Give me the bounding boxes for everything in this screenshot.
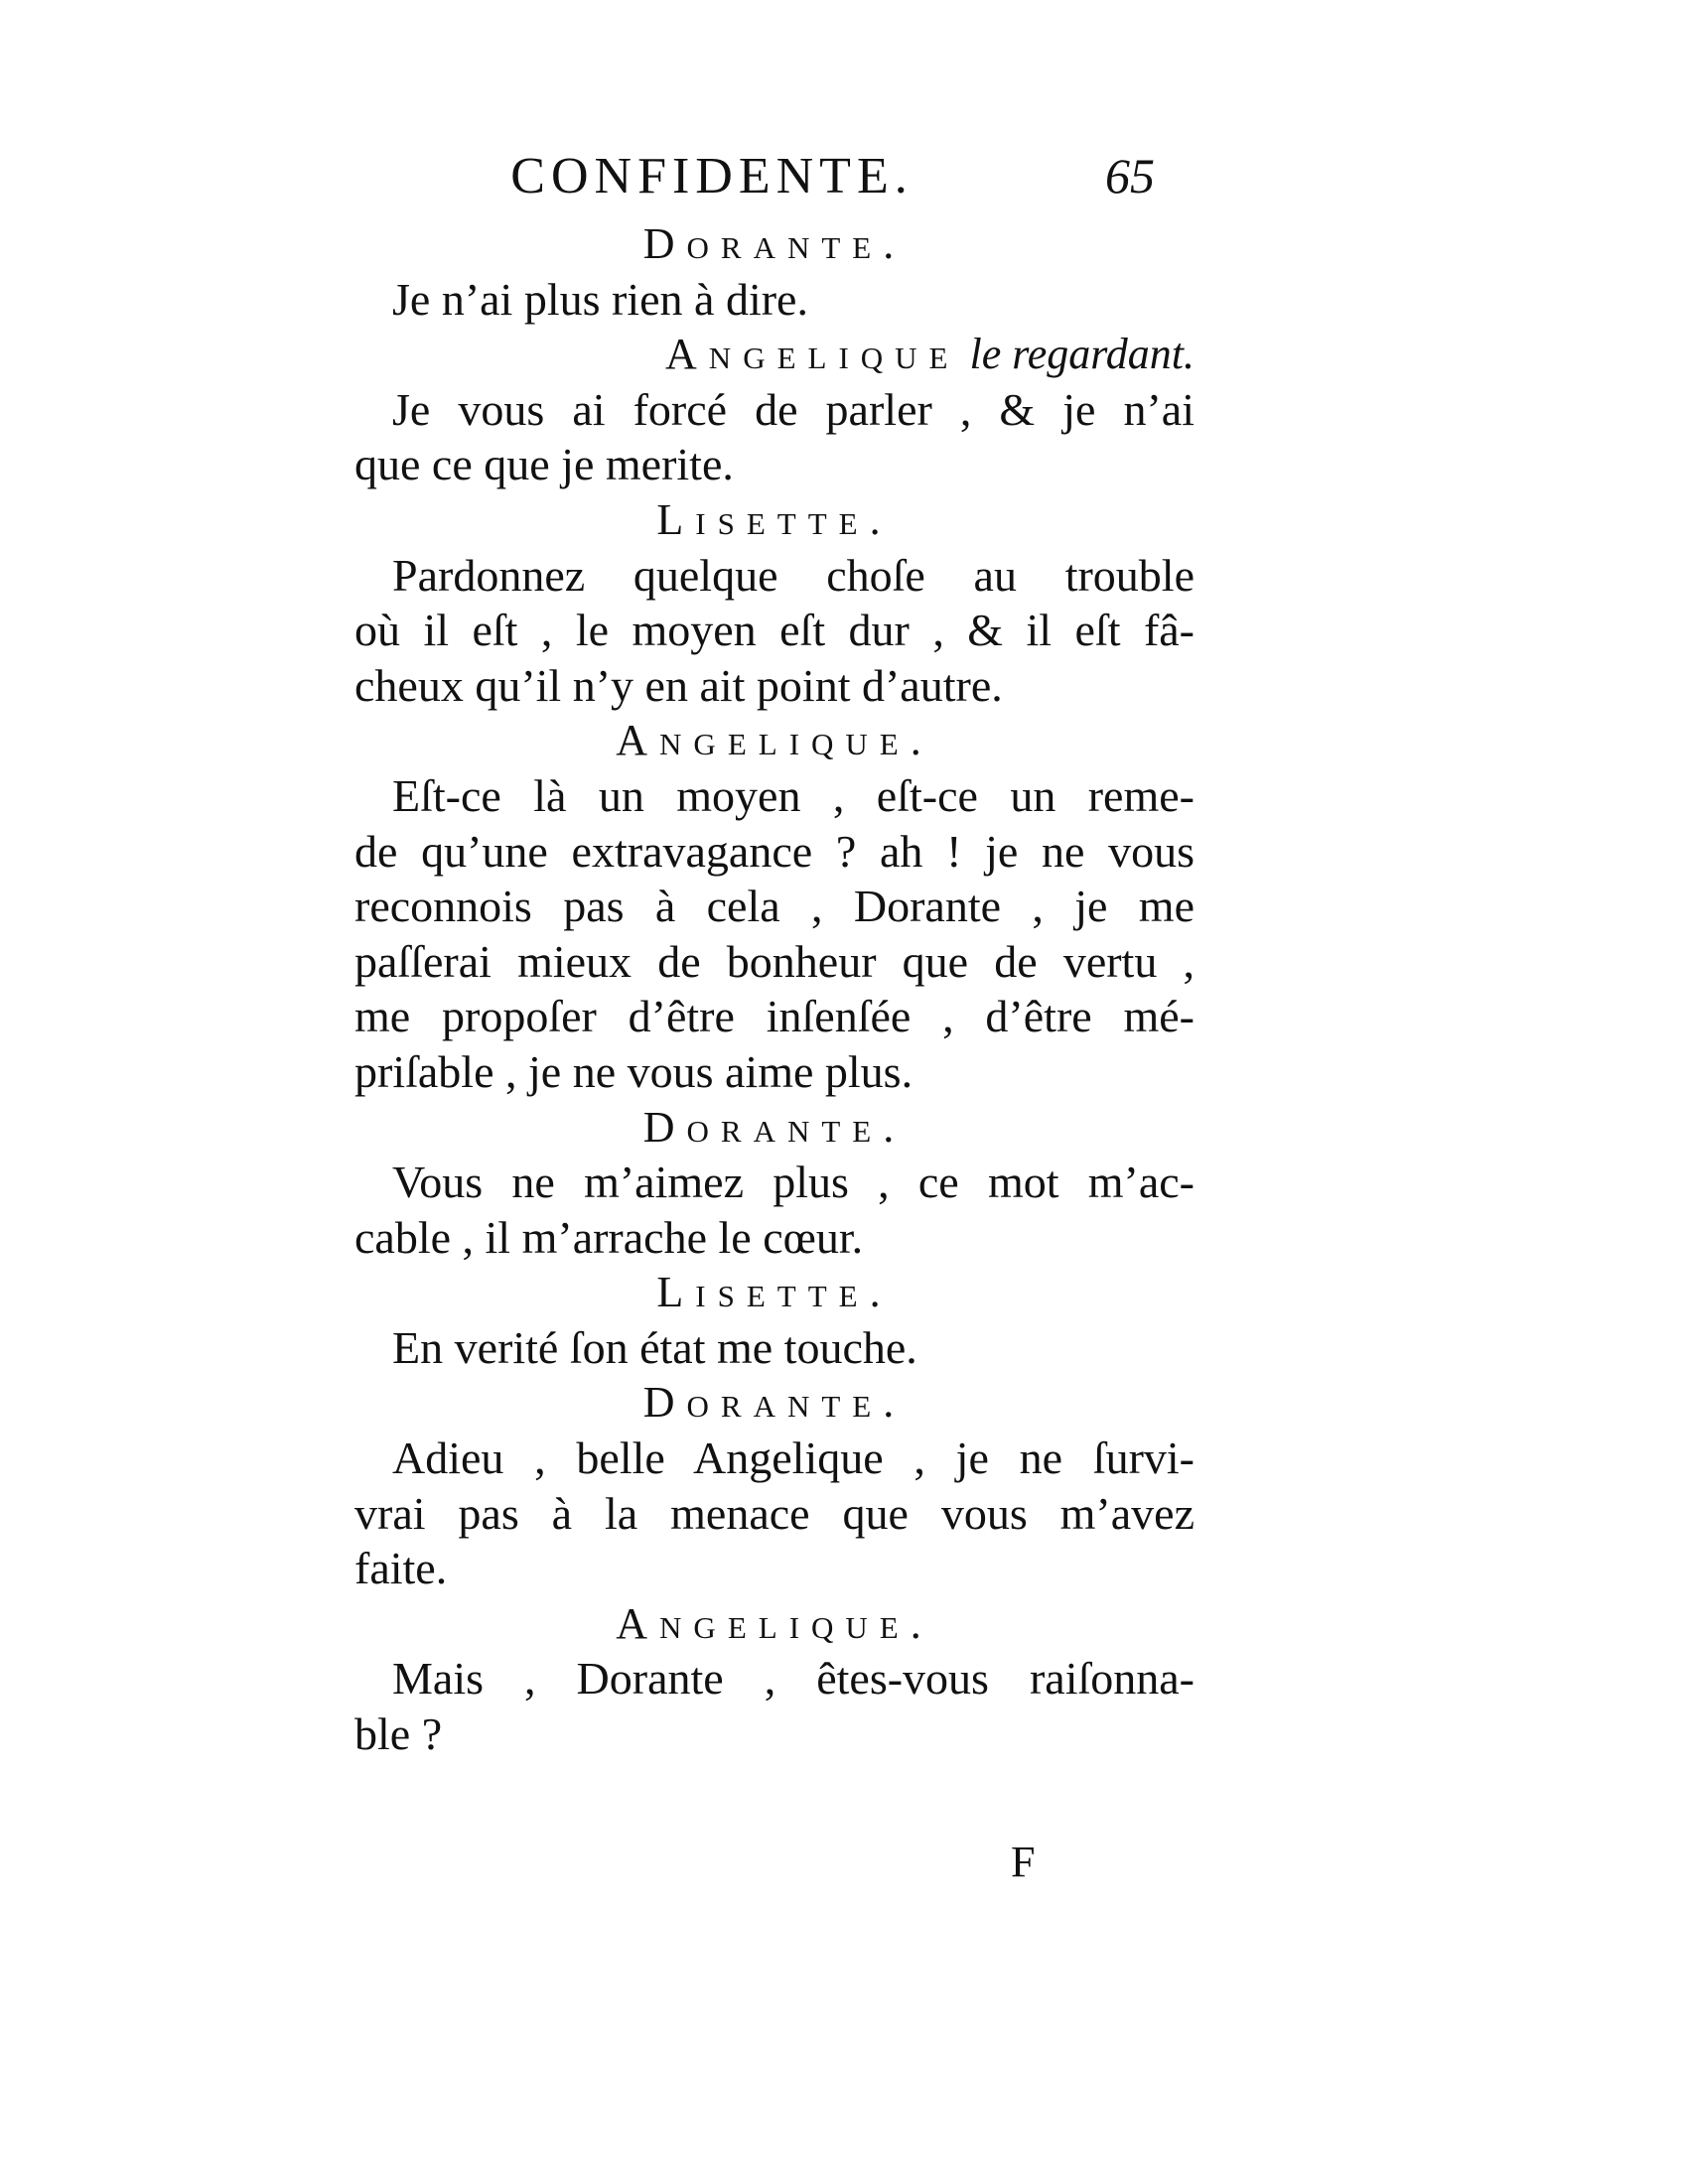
speaker-label: Angelique. <box>616 1598 933 1648</box>
speaker-label: Dorante. <box>642 1102 907 1152</box>
text-line: faite. <box>354 1543 448 1594</box>
signature-mark: F <box>1011 1838 1036 1886</box>
speaker-name <box>354 1375 1195 1431</box>
text-line: Adieu , belle Angelique , je ne ſurvi- <box>392 1433 1195 1484</box>
speaker-name <box>354 1596 1195 1652</box>
speaker-label: Angelique. <box>616 716 933 765</box>
text-line: vrai pas à la menace que vous m’avez <box>354 1487 1195 1539</box>
text-line: où il eſt , le moyen eſt dur , & il eſt fâ- <box>354 605 1195 656</box>
speaker-label: Lisette. <box>656 1268 893 1317</box>
play-text <box>354 216 1195 1762</box>
page-header <box>354 147 1195 206</box>
text-line: Eſt-ce là un moyen , eſt-ce un reme- <box>392 769 1195 821</box>
text-line: ble ? <box>354 1708 443 1760</box>
speaker-label: Dorante. <box>642 219 907 268</box>
text-line: priſable , je ne vous aime plus. <box>354 1045 914 1097</box>
text-line: Je n’ai plus rien à dire. <box>392 273 808 325</box>
text-line: Pardonnez quelque choſe au trouble <box>392 549 1195 601</box>
text-line: En verité ſon état me touche. <box>392 1321 917 1373</box>
text-line: Je vous ai forcé de parler , & je n’ai <box>392 383 1195 435</box>
speaker-name <box>354 327 1195 382</box>
stage-direction: le regardant. <box>969 330 1195 379</box>
text-line: me propoſer d’être inſenſée , d’être mé- <box>354 991 1195 1042</box>
text-line: cable , il m’arrache le cœur. <box>354 1211 864 1263</box>
running-title: CONFIDENTE. <box>510 148 914 205</box>
text-line: cheux qu’il n’y en ait point d’autre. <box>354 659 1003 711</box>
text-line: Vous ne m’aimez plus , ce mot m’ac- <box>392 1157 1195 1208</box>
speaker-name <box>354 216 1195 272</box>
text-line: Mais , Dorante , êtes-vous raiſonna- <box>392 1653 1195 1705</box>
page-number: 65 <box>1105 148 1155 204</box>
speaker-name <box>354 713 1195 768</box>
text-line: paſſerai mieux de bonheur que de vertu , <box>354 935 1195 987</box>
text-line: que ce que je merite. <box>354 439 734 490</box>
text-line: reconnois pas à cela , Dorante , je me <box>354 881 1195 932</box>
speaker-label: Angelique <box>665 330 960 379</box>
speaker-name <box>354 1100 1195 1156</box>
speaker-label: Lisette. <box>656 494 893 544</box>
speaker-label: Dorante. <box>642 1378 907 1428</box>
speaker-name <box>354 492 1195 548</box>
speaker-name <box>354 1265 1195 1320</box>
text-line: de qu’une extravagance ? ah ! je ne vous <box>354 825 1195 877</box>
